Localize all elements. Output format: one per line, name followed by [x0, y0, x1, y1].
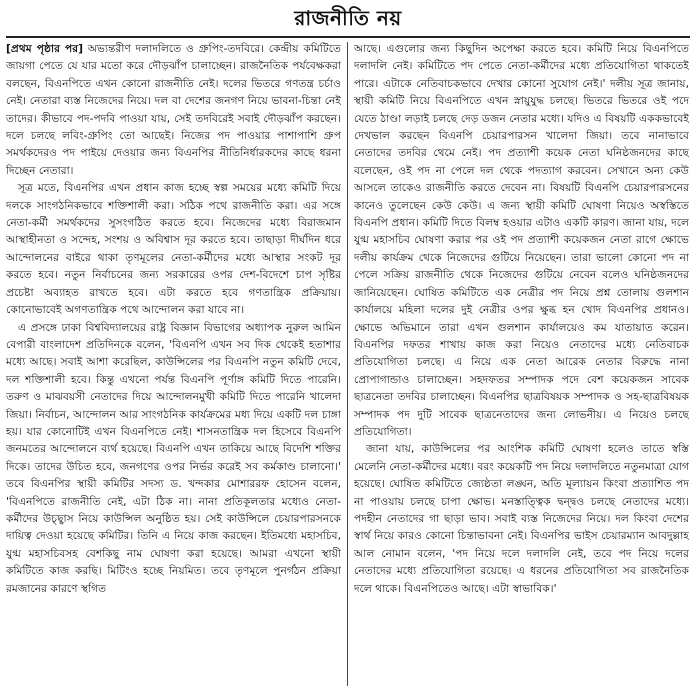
paragraph: এ প্রসঙ্গে ঢাকা বিশ্ববিদ্যালয়ের রাষ্ট্র বিজ্ঞান বিভাগের অধ্যাপক নুরুল আমিন বেপারী বাংলাদেশ প্রতিদিনকে বলেন, 'বিএনপি এখন সব দিক থেকেই হতাশার মধ্যে আছে। সবাই আশা করেছিল, কাউন্সিলের পর বিএনপি নতুন কমিটি দেবে, দল শক্তিশালী হবে। কিন্তু এখনো পর্যন্ত বিএনপি পূর্ণাঙ্গ কমিটি দিতে পারেনি। তরুণ ও মাঝবয়সী নেতাদের দিয়ে আন্দোলনমুখী কমিটি দিতে পারেনি খালেদা জিয়া। নির্বাচন, আন্দোলন আর সাংগঠনিক কার্যক্রমের মধ্য দিয়ে একটি দল চাঙ্গা হয়। যার কোনোটিই এখন বিএনপিতে নেই। শাসনতান্ত্রিক দল হিসেবে বিএনপি জনমতের আন্দোলনে ব্যর্থ হয়েছে। বিএনপি এখন তাকিয়ে আছে বিদেশি শক্তির দিকে। তাদের উচিত হবে, জনগণের ওপর নির্ভর করেই সব কর্মকাণ্ড চালানো।' তবে বিএনপির স্থায়ী কমিটির সদস্য ড. খন্দকার মোশাররফ হোসেন বলেন, 'বিএনপিতে রাজনীতি নেই, এটা ঠিক না। নানা প্রতিকূলতার মধ্যেও নেতা-কর্মীদের উচ্ছ্বাস নিয়ে কাউন্সিল অনুষ্ঠিত হয়। সেই কাউন্সিলে চেয়ারপারসনকে দায়িত্ব দেওয়া হয়েছে কমিটির। তিনি এ নিয়ে কাজ করছেন। ইতিমধ্যে মহাসচিব, যুগ্ম মহাসচিবসহ বেশকিছু নাম ঘোষণা করা হয়েছে। আমরা এখনো স্থায়ী কমিটিতে কাজ করছি। মিটিংও হচ্ছে নিয়মিত। তবে তৃণমূলে পুনর্গঠন প্রক্রিয়া রমজানের কারণে স্থগিত	[6, 320, 341, 595]
headline-rule	[6, 36, 690, 38]
column-divider	[347, 42, 348, 686]
left-column	[6, 40, 341, 686]
article-body	[6, 40, 690, 686]
paragraph: আছে। এগুলোর জন্য কিছুদিন অপেক্ষা করতে হবে। কমিটি নিয়ে বিএনপিতে দলাদলি নেই। কমিটিতে পদ পেতে নেতা-কর্মীদের মধ্যে প্রতিযোগিতা থাকতেই পারে। এটাকে নেতিবাচকভাবে দেখার কোনো সুযোগ নেই।' দলীয় সূত্র জানায়, স্থায়ী কমিটি নিয়ে বিএনপিতে এখন স্নায়ুযুদ্ধ চলছে। ভিতরে ভিতরে ওই পদে যেতে ঠাণ্ডা লড়াই চলছে দেড় ডজন নেতার মধ্যে। যদিও এ বিষয়টি এককভাবেই দেখভাল করছেন বিএনপি চেয়ারপারসন খালেদা জিয়া। তবে নানাভাবে নেতাদের তদবির থেমে নেই। পদ প্রত্যাশী কয়েক নেতা ঘনিষ্ঠজনদের কাছে বলেছেন, ওই পদ না পেলে দল থেকে পদত্যাগ করবেন। সেখানে অন্য কেউ আসলে তাকেও রাজনীতি করতে দেবেন না। বিষয়টি বিএনপি চেয়ারপারসনের কানেও তুলেছেন কেউ কেউ। এ জন্য স্থায়ী কমিটি ঘোষণা নিয়েও অস্বস্তিতে বিএনপি প্রধান। কমিটি দিতে বিলম্ব হওয়ার এটাও একটি কারণ। জানা যায়, দলে যুগ্ম মহাসচিব ঘোষণা করার পর ওই পদ প্রত্যাশী কয়েকজন নেতা রাগে ক্ষোভে দলীয় কার্যক্রম থেকে নিজেদের গুটিয়ে নিয়েছেন। তারা ভালো কোনো পদ না পেলে সক্রিয় রাজনীতি থেকে নিজেদের গুটিয়ে নেবেন বলেও ঘনিষ্ঠজনদের জানিয়েছেন। ঘোষিত কমিটিতে এক নেত্রীর পদ নিয়ে প্রশ্ন তোলায় গুলশান কার্যালয়ে মহিলা দলের দুই নেত্রীর ওপর ক্ষুব্ধ হন খোদ বিএনপির প্রধানও। ক্ষোভে অভিমানে তারা এখন গুলশান কার্যালয়েও কম যাতায়াত করেন। বিএনপির দফতর শাখায় কাজ করা নিয়েও নেতাদের মধ্যে নেতিবাচক প্রতিযোগিতা চলছে। এ নিয়ে এক নেতা আরেক নেতার বিরুদ্ধে নানা প্রোপাগান্ডাও চালাচ্ছেন। সহদফতর সম্পাদক পদে বেশ কয়েকজন সাবেক ছাত্রনেতা তদবির চালাচ্ছেন। বিএনপির ছাত্রবিষয়ক সম্পাদক ও সহ-ছাত্রবিষয়ক সম্পাদক পদ দুটি সাবেক ছাত্রনেতাদের জন্য লোভনীয়। এ নিয়েও চলছে প্রতিযোগিতা।	[354, 42, 689, 438]
paragraph: জানা যায়, কাউন্সিলের পর আংশিক কমিটি ঘোষণা হলেও তাতে স্বস্তি মেলেনি নেতা-কর্মীদের মধ্যে। বরং কয়েকটি পদ নিয়ে দলাদলিতে নতুনমাত্রা যোগ হয়েছে। ঘোষিত কমিটিতে জ্যেষ্ঠতা লঙ্ঘন, অতি মূল্যায়ন কিংবা প্রত্যাশিত পদ না পাওয়ায় চলছে চাপা ক্ষোভ। মনস্তাত্ত্বিক দ্বন্দ্বও চলছে নেতাদের মধ্যে। পদহীন নেতাদের গা ছাড়া ভাব। সবাই ব্যস্ত নিজেদের নিয়ে। দল কিংবা দেশের স্বার্থ নিয়ে কারও কোনো চিন্তাভাবনা নেই। বিএনপির ভাইস চেয়ারম্যান আবদুল্লাহ আল নোমান বলেন, 'পদ নিয়ে দলে দলাদলি নেই, তবে পদ নিয়ে দলের নেতাদের মধ্যে প্রতিযোগিতা রয়েছে। এ ধরনের প্রতিযোগিতা সব রাজনৈতিক দলে থাকে। বিএনপিতেও আছে। এটা স্বাভাবিক।'	[354, 442, 689, 595]
paragraph-text: অভ্যন্তরীণ দলাদলিতে ও গ্রুপিং-তদবিরে। কেন্দ্রীয় কমিটিতে জায়গা পেতে যে যার মতো করে দৌড়ঝাঁপ চালাচ্ছেন। রাজনৈতিক পর্যবেক্ষকরা বলছেন, বিএনপিতে এখন কোনো রাজনীতি নেই। দলের ভিতরে গণতন্ত্র চর্চাও নেই। নেতারা ব্যস্ত নিজেদের নিয়ে। দল বা দেশের জনগণ নিয়ে ভাবনা-চিন্তা নেই তাদের। কীভাবে পদ-পদবি পাওয়া যায়, সেই তদবিরেই সবাই দৌড়ঝাঁপ করছেন। দলে চলছে লবিং-গ্রুপিং তো আছেই। নিজের পদ পাওয়ার পাশাপাশি গ্রুপ সমর্থকদেরও পদ পাইয়ে দেওয়ার জন্য বিএনপির নীতিনির্ধারকদের কাছে ধরনা দিচ্ছেন নেতারা।	[6, 42, 341, 177]
paragraph	[6, 40, 341, 179]
paragraph: সূত্র মতে, বিএনপির এখন প্রধান কাজ হচ্ছে স্বল্প সময়ের মধ্যে কমিটি দিয়ে দলকে সাংগঠনিকভাবে শক্তিশালী করা। সঠিক পথে রাজনীতি করা। এর সঙ্গে নেতা-কর্মী সমর্থকদের সুসংগঠিত করতে হবে। নিজেদের মধ্যে বিরাজমান আস্থাহীনতা ও সন্দেহ, সংশয় ও অবিশ্বাস দূর করতে হবে। তাছাড়া দীর্ঘদিন ধরে আন্দোলনের বাইরে থাকা তৃণমূলের নেতা-কর্মীদের মধ্যে আস্থার সংকট দূর করতে হবে। নতুন নির্বাচনের জন্য সরকারের ওপর দেশ-বিদেশে চাপ সৃষ্টির প্রচেষ্টা অব্যাহত রাখতে হবে। এটা করতে হবে গণতান্ত্রিক প্রক্রিয়ায়। কোনোভাবেই অগণতান্ত্রিক পথে আন্দোলন করা যাবে না।	[6, 181, 341, 317]
right-column	[354, 40, 689, 686]
headline: রাজনীতি নয়	[294, 6, 402, 30]
headline-area	[0, 0, 696, 36]
continued-from-label: [প্রথম পৃষ্ঠার পর]	[6, 42, 84, 55]
